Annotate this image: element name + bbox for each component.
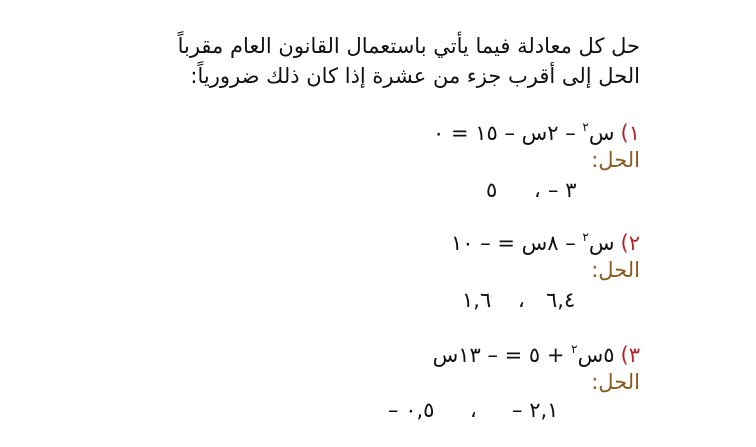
problem-3-number: ٣): [620, 343, 640, 367]
problem-2-number: ٢): [620, 231, 640, 255]
problem-3-equation: [433, 342, 640, 367]
problem-2-solution-label: الحل:: [591, 258, 640, 282]
problem-1-answer-right: – ٣: [548, 178, 577, 202]
problem-3-answer-right: – ٢,١: [512, 398, 559, 422]
problem-1-separator: ،: [534, 178, 541, 202]
problem-2-equation: [451, 230, 640, 255]
problem-1-eq-part2: – ٢س – ١٥ = ٠: [432, 121, 583, 145]
problem-3-answer-left: – ٠,٥: [388, 398, 435, 422]
problem-2-eq-part1: س: [588, 231, 615, 255]
problem-2-exponent: ٢: [582, 230, 589, 244]
problem-1-equation: [433, 120, 640, 145]
problem-1-number: ١): [620, 121, 640, 145]
problem-1-solution-label: الحل:: [591, 148, 640, 172]
problem-1-exponent: ٢: [582, 120, 589, 134]
instructions-line-1: حل كل معادلة فيما يأتي باستعمال القانون العام مقرباً: [177, 34, 640, 58]
problem-2-eq-part2: – ٨س = – ١٠: [450, 231, 583, 255]
problem-2-answer-left: ١,٦: [462, 288, 492, 312]
problem-3-exponent: ٢: [571, 342, 578, 356]
instructions-line-2: الحل إلى أقرب جزء من عشرة إذا كان ذلك ضرورياً:: [190, 64, 640, 88]
problem-2-separator: ،: [518, 288, 525, 312]
problem-1-eq-part1: س: [588, 121, 615, 145]
problem-3-eq-part1: ٥س: [577, 343, 615, 367]
problem-3-eq-part2: + ٥ = – ١٣س: [432, 343, 572, 367]
problem-3-separator: ،: [470, 398, 477, 422]
problem-1-answer-left: ٥: [486, 178, 498, 202]
problem-3-solution-label: الحل:: [591, 370, 640, 394]
problem-2-answer-right: ٦,٤: [546, 288, 576, 312]
